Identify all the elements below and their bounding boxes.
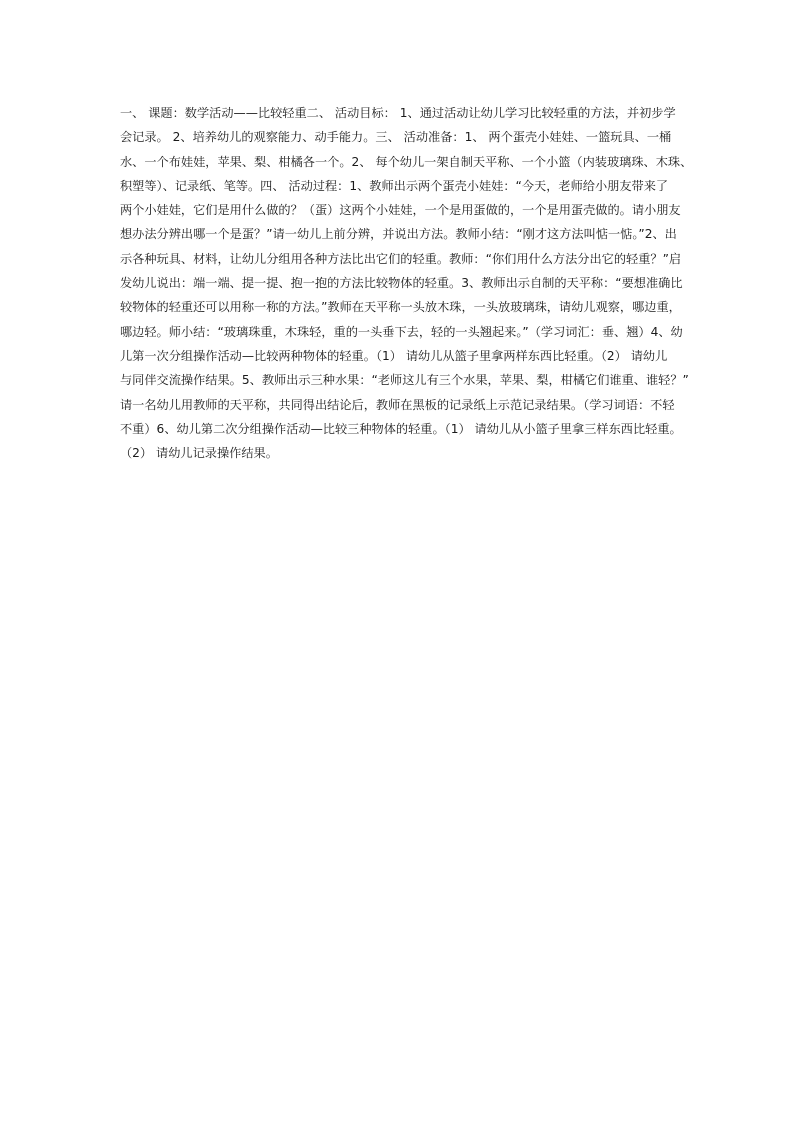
paragraph-line: 会记录。 2、培养幼儿的观察能力、动手能力。三、 活动准备：1、 两个蛋壳小娃娃、一篮玩具、一桶 [120,130,672,145]
paragraph-line: 哪边轻。师小结：“玻璃珠重，木珠轻，重的一头垂下去，轻的一头翘起来。”（学习词汇：垂、翘）4、幼 [120,324,683,339]
paragraph-line: 请一名幼儿用教师的天平称，共同得出结论后，教师在黑板的记录纸上示范记录结果。（学习词语：不轻 [120,397,675,412]
paragraph-line: 发幼儿说出：端一端、提一提、抱一抱的方法比较物体的轻重。3、教师出示自制的天平称：“要想准确比 [120,276,683,291]
paragraph-line: （2） 请幼儿记录操作结果。 [120,446,278,461]
paragraph-line: 想办法分辨出哪一个是蛋？”请一幼儿上前分辨，并说出方法。教师小结：“刚才这方法叫惦一惦。”2、出 [120,227,677,242]
paragraph-line: 积塑等）、记录纸、笔等。四、 活动过程：1、教师出示两个蛋壳小娃娃：“今天，老师给小朋友带来了 [120,178,669,193]
paragraph-line: 不重）6、幼儿第二次分组操作活动—比较三种物体的轻重。（1） 请幼儿从小篮子里拿三样东西比轻重。 [120,421,682,436]
paragraph-line: 示各种玩具、材料，让幼儿分组用各种方法比出它们的轻重。教师：“你们用什么方法分出它的轻重？”启 [120,251,682,266]
document-body [120,101,693,465]
paragraph-line: 与同伴交流操作结果。5、教师出示三种水果：“老师这儿有三个水果，苹果、梨，柑橘它们谁重、谁轻？” [120,373,689,388]
paragraph-line: 两个小娃娃，它们是用什么做的？（蛋）这两个小娃娃，一个是用蛋做的，一个是用蛋壳做的。请小朋友 [120,203,681,218]
paragraph-line: 一、 课题：数学活动——比较轻重二、 活动目标： 1、通过活动让幼儿学习比较轻重的方法，并初步学 [120,106,676,120]
paragraph-line: 较物体的轻重还可以用称一称的方法。”教师在天平称一头放木珠，一头放玻璃珠，请幼儿观察，哪边重， [120,300,681,315]
paragraph-line: 水、一个布娃娃，苹果、梨、柑橘各一个。2、 每个幼儿一架自制天平称、一个小篮（内装玻璃珠、木珠、 [120,154,693,169]
paragraph-line: 儿第一次分组操作活动—比较两种物体的轻重。（1） 请幼儿从篮子里拿两样东西比轻重。（2） 请幼儿 [120,348,668,363]
